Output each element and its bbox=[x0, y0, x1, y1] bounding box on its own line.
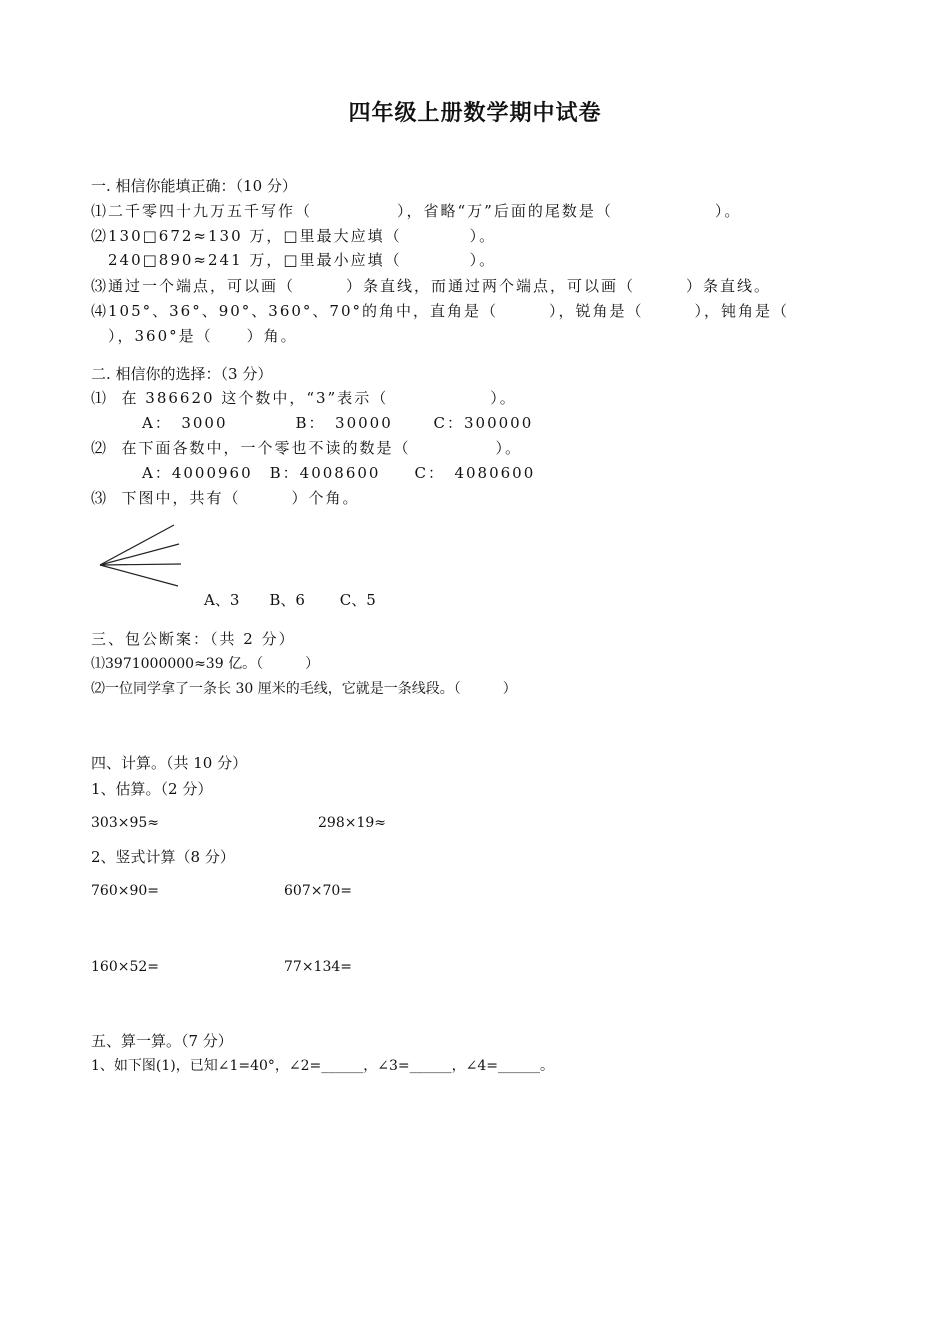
s1-question-1: ⑴二千零四十九万五千写作（ ），省略“万”后面的尾数是（ ）。 bbox=[91, 202, 742, 220]
s2-question-3: ⑶ 下图中，共有（ ）个角。 bbox=[91, 489, 360, 507]
calc-problem-1: 760×90= bbox=[91, 883, 159, 899]
calc-problem-3: 160×52= bbox=[91, 959, 159, 975]
s1-question-2b: 240□890≈241 万，□里最小应填（ ）。 bbox=[91, 251, 497, 269]
section-1-heading: 一. 相信你能填正确：（10 分） bbox=[91, 177, 297, 195]
calc-problem-2: 607×70= bbox=[284, 883, 352, 899]
s2-question-1-options: A： 3000 B： 30000 C：300000 bbox=[142, 414, 534, 432]
section-5-heading: 五、算一算。（7 分） bbox=[91, 1032, 233, 1050]
s3-question-1: ⑴3971000000≈39 亿。（ ） bbox=[91, 656, 320, 672]
ray-2 bbox=[100, 544, 179, 565]
s4-subheading-estimate: 1、估算。（2 分） bbox=[91, 780, 213, 798]
ray-3 bbox=[100, 564, 181, 565]
ray-4 bbox=[100, 565, 178, 586]
section-2-heading: 二. 相信你的选择：（3 分） bbox=[91, 365, 273, 383]
section-3-heading: 三、包公断案：（共 2 分） bbox=[91, 630, 296, 648]
section-4-heading: 四、计算。（共 10 分） bbox=[91, 754, 248, 772]
s2-question-1: ⑴ 在 386620 这个数中，“3”表示（ ）。 bbox=[91, 389, 517, 407]
s5-question-1: 1、如下图(1)，已知∠1=40°，∠2=______，∠3=______，∠4=______。 bbox=[91, 1058, 555, 1074]
ray-1 bbox=[100, 525, 174, 565]
s2-question-3-options: A、3 B、6 C、5 bbox=[204, 591, 376, 609]
page-title: 四年级上册数学期中试卷 bbox=[348, 100, 602, 126]
s3-question-2: ⑵一位同学拿了一条长 30 厘米的毛线，它就是一条线段。（ ） bbox=[91, 681, 517, 697]
angle-rays-figure bbox=[96, 522, 192, 592]
s1-question-4a: ⑷105°、36°、90°、360°、70°的角中，直角是（ ），锐角是（ ），钝角是（ bbox=[91, 302, 790, 320]
estimate-problem-2: 298×19≈ bbox=[318, 815, 386, 831]
s1-question-4b: ），360°是（ ）角。 bbox=[91, 327, 298, 345]
calc-problem-4: 77×134= bbox=[284, 959, 352, 975]
s4-subheading-vertical: 2、竖式计算（8 分） bbox=[91, 848, 235, 866]
s1-question-2a: ⑵130□672≈130 万，□里最大应填（ ）。 bbox=[91, 227, 497, 245]
s1-question-3: ⑶通过一个端点，可以画（ ）条直线，而通过两个端点，可以画（ ）条直线。 bbox=[91, 277, 772, 295]
s2-question-2-options: A：4000960 B：4008600 C： 4080600 bbox=[142, 464, 536, 482]
s2-question-2: ⑵ 在下面各数中，一个零也不读的数是（ ）。 bbox=[91, 439, 523, 457]
estimate-problem-1: 303×95≈ bbox=[91, 815, 159, 831]
